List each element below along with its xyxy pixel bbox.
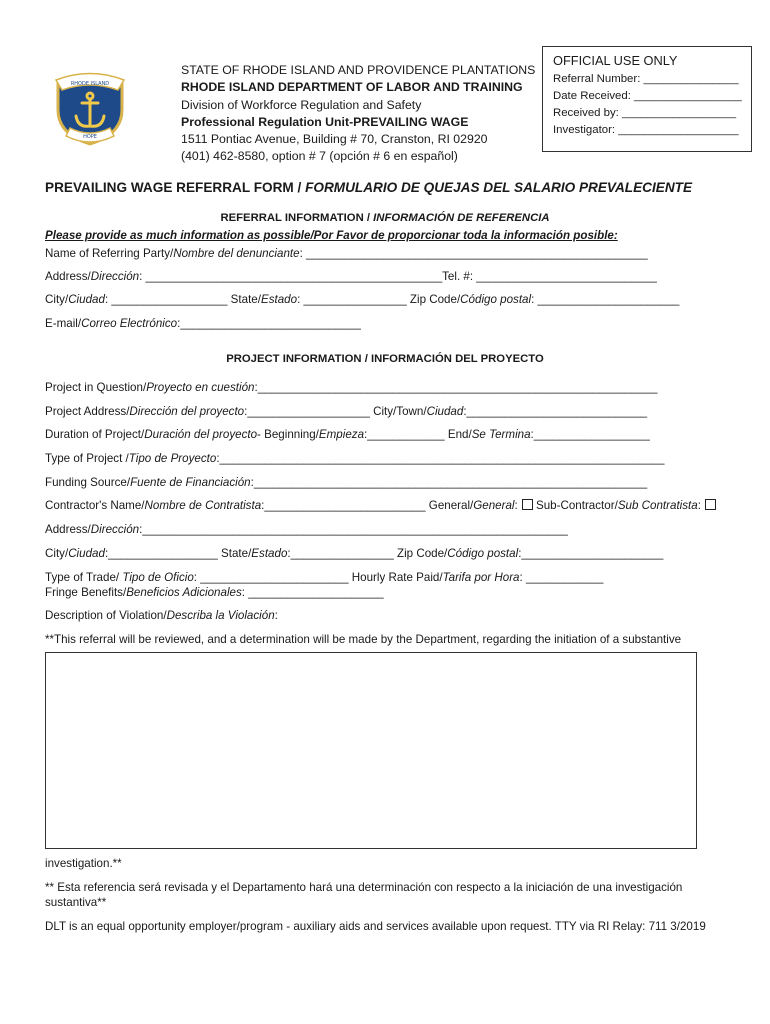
official-use-box	[542, 46, 752, 152]
contractor-city-state-zip-field[interactable]: City/Ciudad:_________________ State/Estado:________________ Zip Code/Código postal:______________________	[45, 547, 664, 560]
division-name: Division of Workforce Regulation and Safety	[181, 97, 422, 112]
review-note-es: ** Esta referencia será revisada y el Departamento hará una determinación con respecto a la iniciación de una investigación	[45, 881, 683, 894]
project-in-question-field[interactable]: Project in Question/Proyecto en cuestión:______________________________________________________________	[45, 381, 658, 394]
date-received-field[interactable]: Date Received: _________________	[553, 90, 742, 102]
form-title	[45, 180, 692, 195]
department-name: RHODE ISLAND DEPARTMENT OF LABOR AND TRAINING	[181, 80, 523, 95]
form-title-en: PREVAILING WAGE REFERRAL FORM /	[45, 180, 306, 195]
referral-city-state-zip-field[interactable]: City/Ciudad: __________________ State/Estado: ________________ Zip Code/Código postal: ______________________	[45, 293, 680, 306]
project-type-field[interactable]: Type of Project /Tipo de Proyecto:_____________________________________________________________________	[45, 452, 665, 465]
email-field[interactable]: E-mail/Correo Electrónico:____________________________	[45, 317, 361, 330]
review-note: **This referral will be reviewed, and a determination will be made by the Department, regarding the initiation of a substantive	[45, 633, 682, 646]
tel-field: Tel. #: ____________________________	[442, 270, 657, 283]
investigator-field[interactable]: Investigator: ___________________	[553, 124, 739, 136]
funding-source-field[interactable]: Funding Source/Fuente de Financiación:_____________________________________________________________	[45, 476, 648, 489]
referral-number-field[interactable]: Referral Number: _______________	[553, 73, 739, 85]
trade-rate-field[interactable]: Type of Trade/ Tipo de Oficio: _______________________ Hourly Rate Paid/Tarifa por Hora: ____________	[45, 571, 604, 584]
project-address-field[interactable]: Project Address/Dirección del proyecto:___________________ City/Town/Ciudad:____________________________	[45, 405, 648, 418]
agency-header	[181, 62, 541, 166]
seal-bottom-text: HOPE	[83, 134, 97, 140]
state-seal-logo	[52, 70, 128, 146]
agency-address: 1511 Pontiac Avenue, Building # 70, Cranston, RI 02920	[181, 132, 488, 147]
referral-heading: REFERRAL INFORMATION / INFORMACIÓN DE REFERENCIA	[220, 212, 550, 224]
subcontractor-checkbox[interactable]	[705, 499, 716, 510]
project-duration-field[interactable]: Duration of Project/Duración del proyecto- Beginning/Empieza:____________ End/Se Termina:__________________	[45, 428, 650, 441]
agency-phone: (401) 462-8580, option # 7 (opción # 6 en español)	[181, 149, 458, 164]
seal-top-text: RHODE ISLAND	[70, 81, 110, 87]
review-note-end: investigation.**	[45, 857, 122, 870]
state-name: STATE OF RHODE ISLAND AND PROVIDENCE PLANTATIONS	[181, 63, 536, 77]
official-use-title: OFFICIAL USE ONLY	[553, 53, 678, 68]
form-title-es: FORMULARIO DE QUEJAS DEL SALARIO PREVALECIENTE	[305, 180, 693, 195]
project-heading: PROJECT INFORMATION / INFORMACIÓN DEL PROYECTO	[226, 353, 544, 365]
violation-description-textarea[interactable]	[45, 652, 697, 849]
referring-party-field[interactable]: Name of Referring Party/Nombre del denunciante: _____________________________________________________	[45, 247, 648, 260]
contractor-name-field[interactable]: Contractor's Name/Nombre de Contratista:_________________________ General/General: Sub-Contractor/Sub Contratista:	[45, 499, 716, 512]
review-note-es-end: sustantiva**	[45, 896, 107, 909]
general-checkbox[interactable]	[522, 499, 533, 510]
violation-label: Description of Violation/Describa la Violación:	[45, 609, 278, 622]
received-by-field[interactable]: Received by: __________________	[553, 107, 737, 119]
referral-instruction: Please provide as much information as possible/Por Favor de proporcionar toda la información posible:	[45, 229, 618, 242]
referral-address-field[interactable]: Address/Dirección: ______________________________________________Tel. #: ____________________________	[45, 270, 657, 283]
footer-notice: DLT is an equal opportunity employer/program - auxiliary aids and services available upon request. TTY via RI Relay: 711 3/2019	[45, 920, 706, 933]
fringe-benefits-field[interactable]: Fringe Benefits/Beneficios Adicionales: _____________________	[45, 586, 384, 599]
contractor-address-field[interactable]: Address/Dirección:__________________________________________________________________	[45, 523, 568, 536]
unit-name: Professional Regulation Unit-PREVAILING WAGE	[181, 114, 469, 129]
